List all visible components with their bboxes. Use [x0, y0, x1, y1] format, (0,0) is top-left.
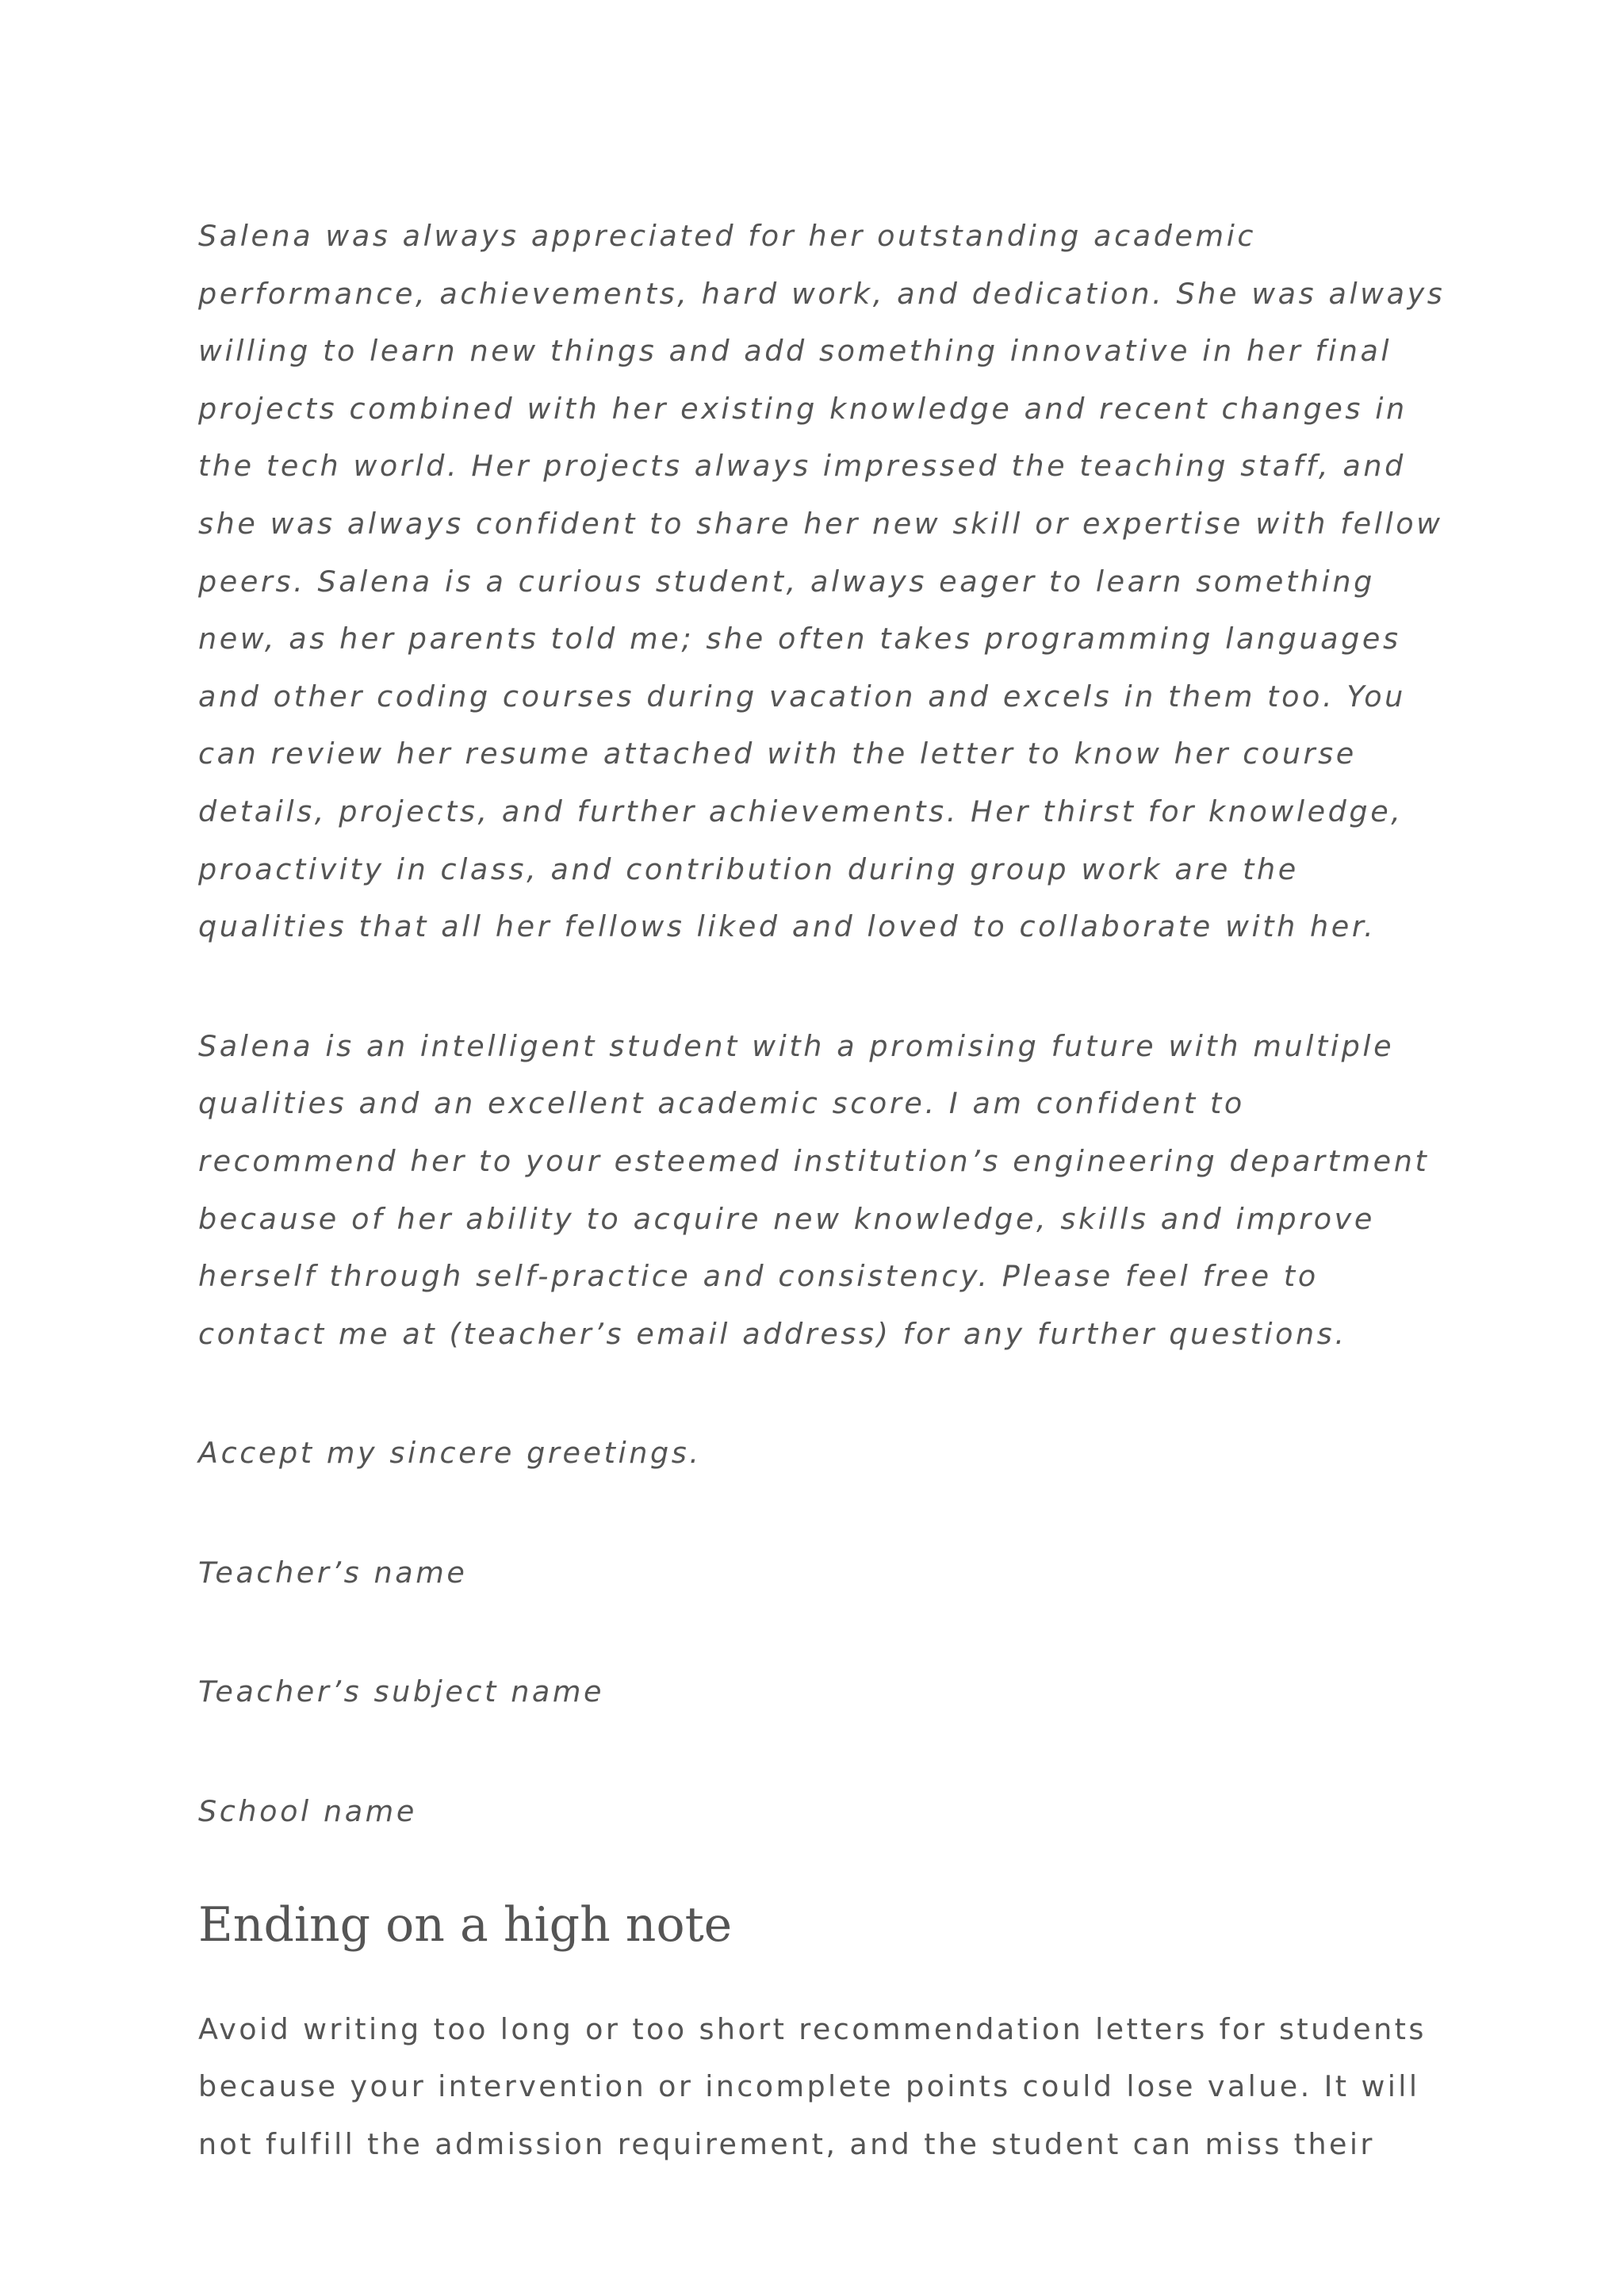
document-content	[198, 208, 1451, 2173]
section-heading: Ending on a high note	[198, 1896, 733, 1953]
letter-paragraph-2: Salena is an intelligent student with a promising future with multiple qualities and an excellent academic score. I am confident to recommend her to your esteemed institution’s engineering department because of her ability to acquire new knowledge, skills and improve herself through self-practice and consistency. Please feel free to contact me at (teacher’s email address) for any further questions.	[198, 1028, 1430, 1351]
letter-paragraph-1: Salena was always appreciated for her outstanding academic performance, achievements, hard work, and dedication. She was always willing to learn new things and add something innovative in her final projects combined with her existing knowledge and recent changes in the tech world. Her projects always impressed the teaching staff, and she was always confident to share her new skill or expertise with fellow peers. Salena is a curious student, always eager to learn something new, as her parents told me; she often takes programming languages and other coding courses during vacation and excels in them too. You can review her resume attached with the letter to know her course details, projects, and further achievements. Her thirst for knowledge, proactivity in class, and contribution during group work are the qualities that all her fellows liked and loved to collaborate with her.	[198, 219, 1446, 944]
letter-teacher-subject: Teacher’s subject name	[198, 1674, 605, 1709]
letter-closing: Accept my sincere greetings.	[198, 1436, 702, 1471]
letter-school-name: School name	[198, 1794, 417, 1829]
section-paragraph: Avoid writing too long or too short recommendation letters for students because your intervention or incomplete points could lose value. It will not fulfill the admission requirement, and the student can miss their	[198, 2011, 1427, 2161]
letter-teacher-name: Teacher’s name	[198, 1555, 468, 1590]
